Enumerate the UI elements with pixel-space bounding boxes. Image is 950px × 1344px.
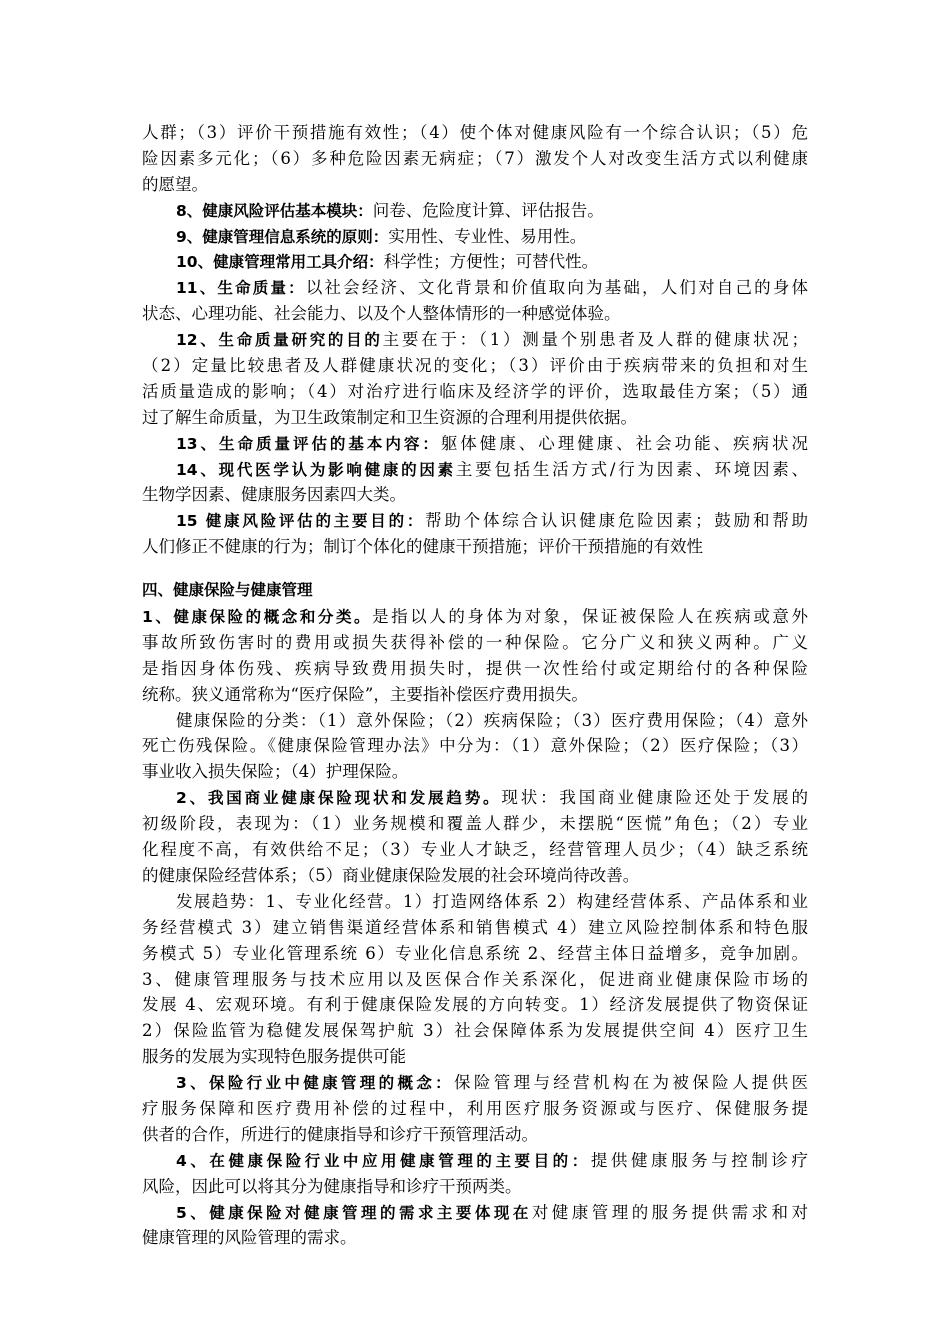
text-line: 过了解生命质量，为卫生政策制定和卫生资源的合理利用提供依据。 (142, 407, 637, 427)
document-body (142, 120, 808, 1251)
text-line: 发展 4、宏观环境。有利于健康保险发展的方向转变。1）经济发展提供了物资保证 (142, 995, 808, 1015)
bold-term: 11、生命质量： (176, 279, 306, 298)
bold-term: 8、健康风险评估基本模块： (176, 201, 373, 220)
bold-term: 9、健康管理信息系统的原则： (176, 227, 389, 246)
term-definition: 实用性、专业性、易用性。 (388, 226, 587, 246)
text-line (142, 327, 808, 353)
term-definition: 主要在于：（1）测量个别患者及人群的健康状况； (382, 330, 809, 350)
text-line: 风险，因此可以将其分为健康指导和诊疗干预两类。 (142, 1176, 522, 1196)
text-line: 事业收入损失保险；（4）护理保险。 (142, 762, 409, 782)
text-line: 服务的发展为实现特色服务提供可能 (142, 1047, 406, 1067)
bold-term: 2、我国商业健康保险现状和发展趋势。 (176, 789, 502, 808)
bold-term: 13、生命质量评估的基本内容： (176, 434, 441, 453)
text-line: 生物学因素、健康服务因素四大类。 (142, 485, 406, 505)
text-line (142, 1148, 808, 1174)
text-line: 务经营模式 3）建立销售渠道经营体系和销售模式 4）建立风险控制体系和特色服 (142, 917, 808, 937)
term-definition: 帮助个体综合认识健康危险因素；鼓励和帮助 (425, 511, 809, 531)
text-line (142, 275, 808, 301)
text-line: 的健康保险经营体系；（5）商业健康保险发展的社会环境尚待改善。 (142, 865, 640, 885)
text-line: 供者的合作，所进行的健康指导和诊疗干预管理活动。 (142, 1124, 538, 1144)
text-line: 发展趋势：1、专业化经营。1）打造网络体系 2）构建经营体系、产品体系和业 (176, 891, 808, 911)
text-line (142, 198, 808, 224)
text-line: 化程度不高，有效供给不足；（3）专业人才缺乏，经营管理人员少；（4）缺乏系统 (142, 840, 808, 860)
text-line: 活质量造成的影响；（4）对治疗进行临床及经济学的评价，选取最佳方案；（5）通 (142, 381, 808, 401)
text-line: 健康管理的风险管理的需求。 (142, 1228, 357, 1248)
text-line (142, 604, 808, 630)
text-line (142, 785, 808, 811)
bold-term: 3、保险行业中健康管理的概念： (176, 1074, 455, 1093)
text-line: 健康保险的分类：（1）意外保险；（2）疾病保险；（3）医疗费用保险；（4）意外 (176, 710, 808, 730)
text-line: 人群；（3）评价干预措施有效性；（4）使个体对健康风险有一个综合认识；（5）危 (142, 123, 808, 142)
text-line: 务模式 5）专业化管理系统 6）专业化信息系统 2、经营主体日益增多，竞争加剧。 (142, 943, 808, 963)
text-line (142, 1070, 808, 1096)
bold-term: 4、在健康保险行业中应用健康管理的主要目的： (176, 1151, 591, 1170)
bold-term: 5、健康保险对健康管理的需求主要体现在 (176, 1203, 532, 1222)
text-line: 事故所致伤害时的费用或损失获得补偿的一种保险。它分广义和狭义两种。广义 (142, 632, 808, 652)
text-line: （2）定量比较患者及人群健康状况的变化；（3）评价由于疾病带来的负担和对生 (142, 356, 808, 376)
text-line (142, 1200, 808, 1226)
term-definition: 问卷、危险度计算、评估报告。 (372, 200, 604, 220)
term-definition: 是指以人的身体为对象，保证被保险人在疾病或意外 (372, 607, 808, 627)
text-line (142, 457, 808, 483)
text-line: 状态、心理功能、社会能力、以及个人整体情形的一种感觉体验。 (142, 304, 621, 324)
term-definition: 对健康管理的服务提供需求和对 (531, 1202, 809, 1222)
section-heading: 四、健康保险与健康管理 (142, 581, 313, 600)
bold-term: 15 健康风险评估的主要目的： (176, 512, 426, 531)
term-definition: 保险管理与经营机构在为被保险人提供医 (454, 1073, 808, 1093)
term-definition: 躯体健康、心理健康、社会功能、疾病状况 (440, 433, 809, 453)
text-line (142, 508, 808, 534)
term-definition: 以社会经济、文化背景和价值取向为基础，人们对自己的身体 (305, 278, 808, 298)
bold-term: 12、生命质量研究的目的 (176, 331, 383, 350)
bold-term: 10、健康管理常用工具介绍： (176, 253, 384, 272)
text-line: 险因素多元化；（6）多种危险因素无病症；（7）激发个人对改变生活方式以利健康 (142, 148, 808, 168)
text-line (142, 224, 808, 250)
term-definition: 科学性；方便性；可替代性。 (383, 252, 599, 272)
text-line: 疗服务保障和医疗费用补偿的过程中，利用医疗服务资源或与医疗、保健服务提 (142, 1098, 808, 1118)
text-line: 3、健康管理服务与技术应用以及医保合作关系深化，促进商业健康保险市场的 (142, 969, 808, 989)
text-line: 统称。狭义通常称为“医疗保险”，主要指补偿医疗费用损失。 (142, 684, 588, 704)
paragraph-gap (142, 560, 808, 578)
bold-term: 14、现代医学认为影响健康的因素 (176, 460, 456, 479)
term-definition: 现状：我国商业健康险还处于发展的 (501, 788, 808, 808)
term-definition: 提供健康服务与控制诊疗 (590, 1150, 809, 1170)
text-line: 2）保险监管为稳健发展保驾护航 3）社会保障体系为发展提供空间 4）医疗卫生 (142, 1021, 808, 1041)
term-definition: 主要包括生活方式/行为因素、环境因素、 (455, 459, 808, 479)
text-line: 初级阶段，表现为：（1）业务规模和覆盖人群少，未摆脱“医慌”角色；（2）专业 (142, 814, 808, 834)
text-line: 的愿望。 (142, 174, 208, 194)
text-line: 是指因身体伤残、疾病导致费用损失时，提供一次性给付或定期给付的各种保险 (142, 658, 808, 678)
text-line (142, 431, 808, 457)
text-line: 人们修正不健康的行为；制订个体化的健康干预措施；评价干预措施的有效性 (142, 537, 703, 557)
text-line: 死亡伤残保险。《健康保险管理办法》中分为：（1）意外保险；（2）医疗保险；（3） (142, 736, 808, 756)
text-line (142, 249, 808, 275)
bold-term: 1、健康保险的概念和分类。 (142, 608, 373, 627)
